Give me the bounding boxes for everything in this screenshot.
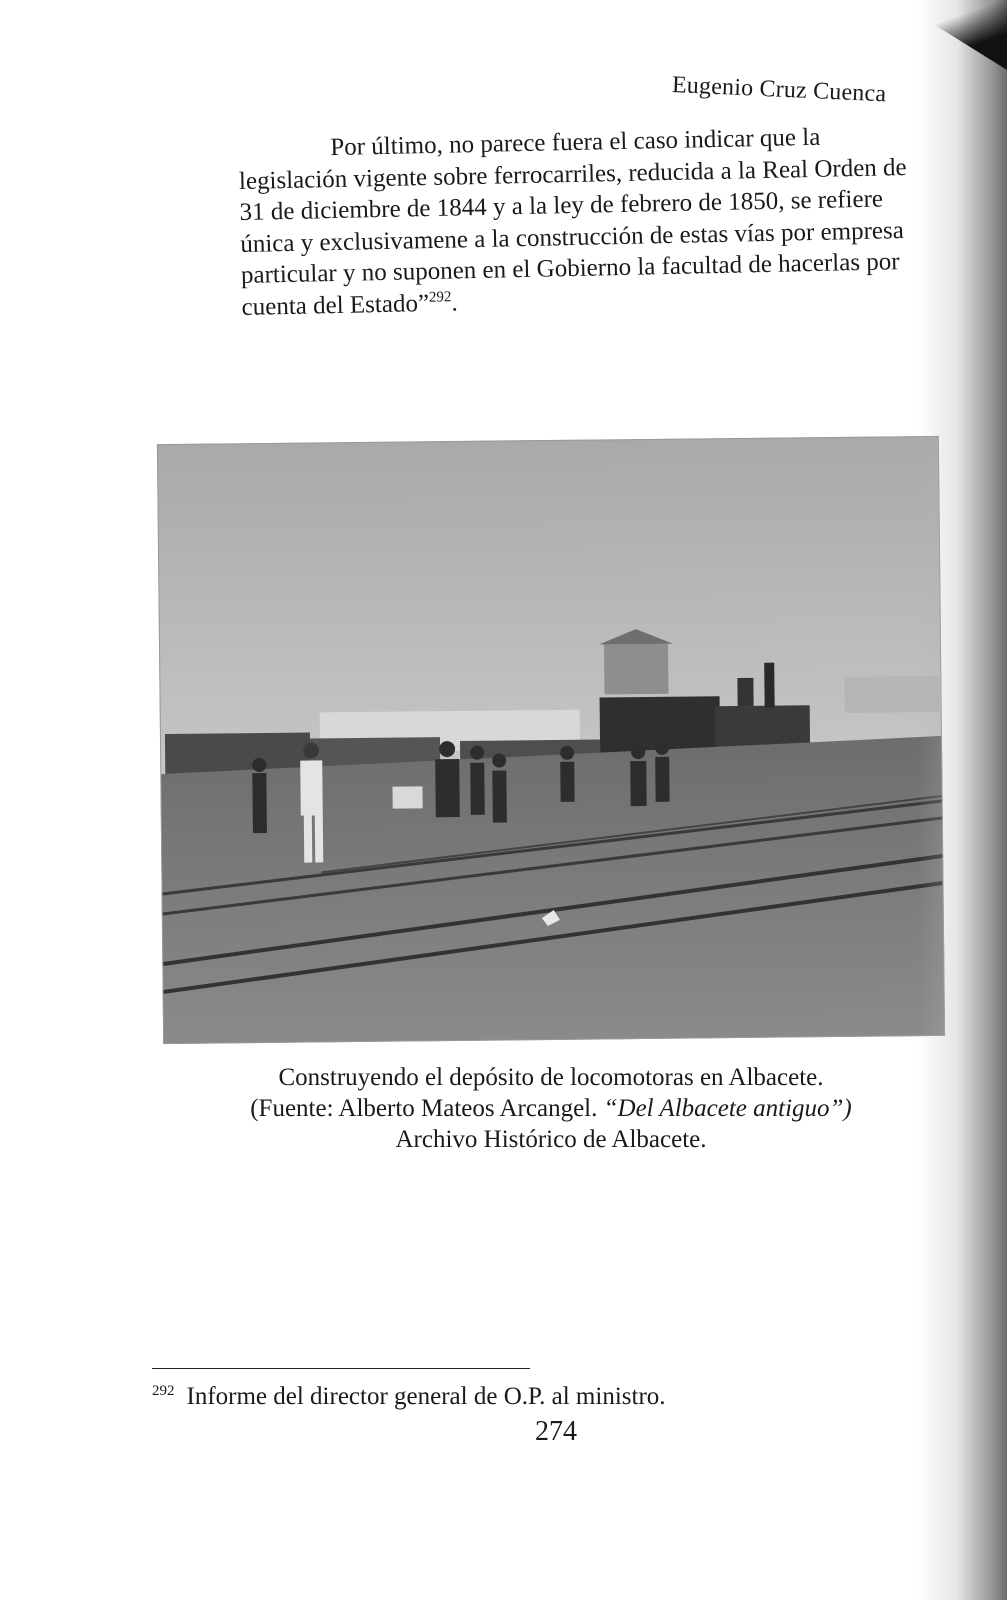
footnote-reference: 292	[428, 288, 452, 306]
body-line: particular y no suponen en el Gobierno la facultad de hacerlas por	[240, 248, 900, 289]
body-line: 31 de diciembre de 1844 y a la ley de febrero de 1850, se refiere	[239, 185, 884, 226]
figure-caption	[160, 1062, 942, 1155]
caption-line: Archivo Histórico de Albacete.	[395, 1126, 707, 1153]
body-line: única y exclusivamene a la construcción de estas vías por empresa	[240, 216, 905, 258]
scan-spine-shadow	[917, 0, 1007, 1600]
body-line: legislación vigente sobre ferrocarriles, reducida a la Real Orden de	[238, 153, 907, 195]
footnote-separator	[152, 1368, 530, 1369]
footnote-number: 292	[152, 1382, 175, 1399]
page-number: 274	[535, 1416, 577, 1447]
body-line: Por último, no parece fuera el caso indicar que la	[330, 123, 821, 162]
caption-line	[160, 1093, 942, 1124]
footnote-text: Informe del director general de O.P. al ministro.	[186, 1383, 666, 1410]
running-head: Eugenio Cruz Cuenca	[671, 72, 887, 108]
historical-photograph	[157, 436, 945, 1044]
body-line-text: cuenta del Estado”	[241, 289, 430, 321]
photograph-illustration	[157, 436, 945, 1044]
caption-source: (Fuente: Alberto Mateos Arcangel.	[250, 1095, 604, 1122]
body-paragraph	[238, 119, 942, 323]
caption-line: Construyendo el depósito de locomotoras en Albacete.	[278, 1064, 824, 1091]
caption-source-title: “Del Albacete antiguo”)	[603, 1095, 852, 1122]
body-line-period: .	[451, 288, 459, 317]
footnote	[152, 1383, 666, 1411]
